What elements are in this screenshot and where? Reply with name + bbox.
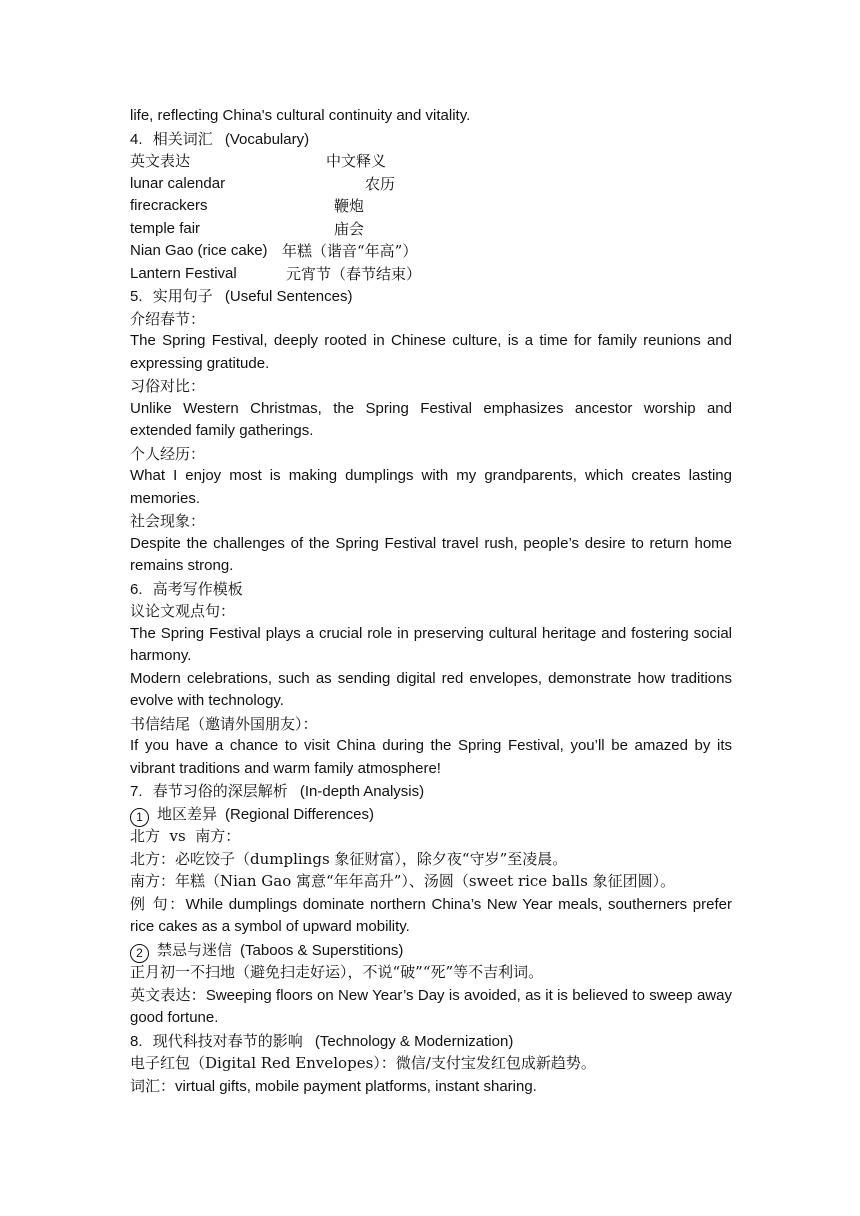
sentence-text: Unlike Western Christmas, the Spring Festival emphasizes ancestor worship and extended family gatherings.: [130, 399, 732, 439]
sentence-text: Despite the challenges of the Spring Festival travel rush, people’s desire to return home remains strong.: [130, 534, 732, 574]
example-text: While dumplings dominate northern China’s New Year meals, southerners prefer rice cakes as a symbol of upward mobility.: [130, 895, 732, 935]
taboo-english: [130, 984, 732, 1030]
section-title-en: (Useful Sentences): [224, 288, 353, 305]
section-title-zh: 实用句子: [152, 287, 213, 305]
tech-vocab-label: 词汇：: [130, 1076, 176, 1095]
north-south-line: 北方 vs 南方：: [130, 827, 241, 845]
vocab-en: Nian Gao (rice cake): [130, 242, 268, 259]
south-line: 南方：年糕（Nian Gao 寓意“年年高升”）、汤圆（sweet rice balls 象征团圆）。: [130, 872, 676, 890]
tech-line-1: 电子红包（Digital Red Envelopes）：微信/支付宝发红包成新趋势。: [130, 1054, 596, 1072]
taboo-english-text: Sweeping floors on New Year’s Day is avoided, as it is believed to sweep away good fortune.: [130, 986, 732, 1026]
subsection-title-zh: 地区差异: [157, 804, 218, 823]
template-text: If you have a chance to visit China during the Spring Festival, you’ll be amazed by its vibrant traditions and warm family atmosphere!: [130, 737, 732, 777]
vocab-en: firecrackers: [130, 197, 208, 214]
vocab-zh: 年糕（谐音“年高”）: [282, 242, 418, 260]
vocab-header: [130, 150, 732, 173]
circled-number: 2: [130, 944, 149, 963]
taboo-english-label: 英文表达：: [130, 985, 206, 1004]
vocab-row: [130, 195, 732, 218]
section-title-zh: 现代科技对春节的影响: [152, 1031, 303, 1050]
section-title-zh: 相关词汇: [152, 129, 213, 148]
sentence-label: 习俗对比：: [130, 377, 206, 395]
vocab-en: Lantern Festival: [130, 264, 237, 282]
example-label: 例 句：: [130, 894, 186, 913]
template-text: Modern celebrations, such as sending digital red envelopes, demonstrate how traditions evolve with technology.: [130, 669, 732, 709]
subsection-heading: [130, 803, 732, 826]
vocab-zh: 元宵节（春节结束）: [286, 264, 422, 283]
section-number: 4.: [130, 130, 143, 148]
section-title-en: (In-depth Analysis): [299, 783, 425, 800]
vocab-header-en: 英文表达: [130, 152, 191, 170]
template-text: The Spring Festival plays a crucial role in preserving cultural heritage and fostering social harmony.: [130, 624, 732, 664]
template-label: 书信结尾（邀请外国朋友）：: [130, 714, 318, 733]
section-4-heading: [130, 128, 732, 151]
subsection-title-zh: 禁忌与迷信: [157, 940, 233, 959]
vocab-row: [130, 173, 732, 196]
example-sentence: [130, 893, 732, 939]
sentence-label: 个人经历：: [130, 444, 206, 463]
vocab-header-zh: 中文释义: [326, 152, 387, 170]
vocab-zh: 农历: [365, 174, 396, 193]
section-6-heading: [130, 578, 732, 601]
section-number: 6.: [130, 580, 143, 598]
section-title-zh: 高考写作模板: [152, 579, 243, 598]
intro-line: life, reflecting China's cultural continuity and vitality.: [130, 107, 471, 124]
section-8-heading: [130, 1030, 732, 1053]
vocab-en: lunar calendar: [130, 174, 226, 192]
section-title-en: (Technology & Modernization): [314, 1032, 514, 1050]
vocab-zh: 庙会: [334, 219, 365, 238]
sentence-text: What I enjoy most is making dumplings with my grandparents, which creates lasting memories.: [130, 467, 732, 507]
section-number: 7.: [130, 783, 143, 800]
north-line: 北方：必吃饺子（dumplings 象征财富），除夕夜“守岁”至凌晨。: [130, 849, 568, 868]
vocab-zh: 鞭炮: [334, 197, 365, 215]
subsection-title-en: (Regional Differences): [225, 805, 374, 823]
vocab-en: temple fair: [130, 219, 201, 237]
tech-line-2: [130, 1075, 732, 1098]
section-5-heading: [130, 285, 732, 308]
section-number: 8.: [130, 1032, 143, 1050]
tech-vocab-text: virtual gifts, mobile payment platforms, instant sharing.: [175, 1077, 537, 1095]
section-number: 5.: [130, 288, 143, 305]
section-title-en: (Vocabulary): [224, 130, 310, 148]
section-7-heading: [130, 780, 732, 803]
taboo-line: 正月初一不扫地（避免扫走好运），不说“破”“死”等不吉利词。: [130, 963, 544, 981]
sentence-text: The Spring Festival, deeply rooted in Chinese culture, is a time for family reunions and expressing gratitude.: [130, 332, 732, 372]
vocab-row: [130, 263, 732, 286]
subsection-title-en: (Taboos & Superstitions): [240, 941, 404, 959]
circled-number: 1: [130, 808, 149, 827]
sentence-label: 介绍春节：: [130, 309, 206, 328]
sentence-label: 社会现象：: [130, 512, 206, 530]
document-page: [130, 105, 732, 1097]
section-title-zh: 春节习俗的深层解析: [152, 782, 288, 800]
subsection-heading: [130, 939, 732, 962]
vocab-row: [130, 240, 732, 263]
template-label: 议论文观点句：: [130, 602, 236, 620]
vocab-row: [130, 218, 732, 241]
